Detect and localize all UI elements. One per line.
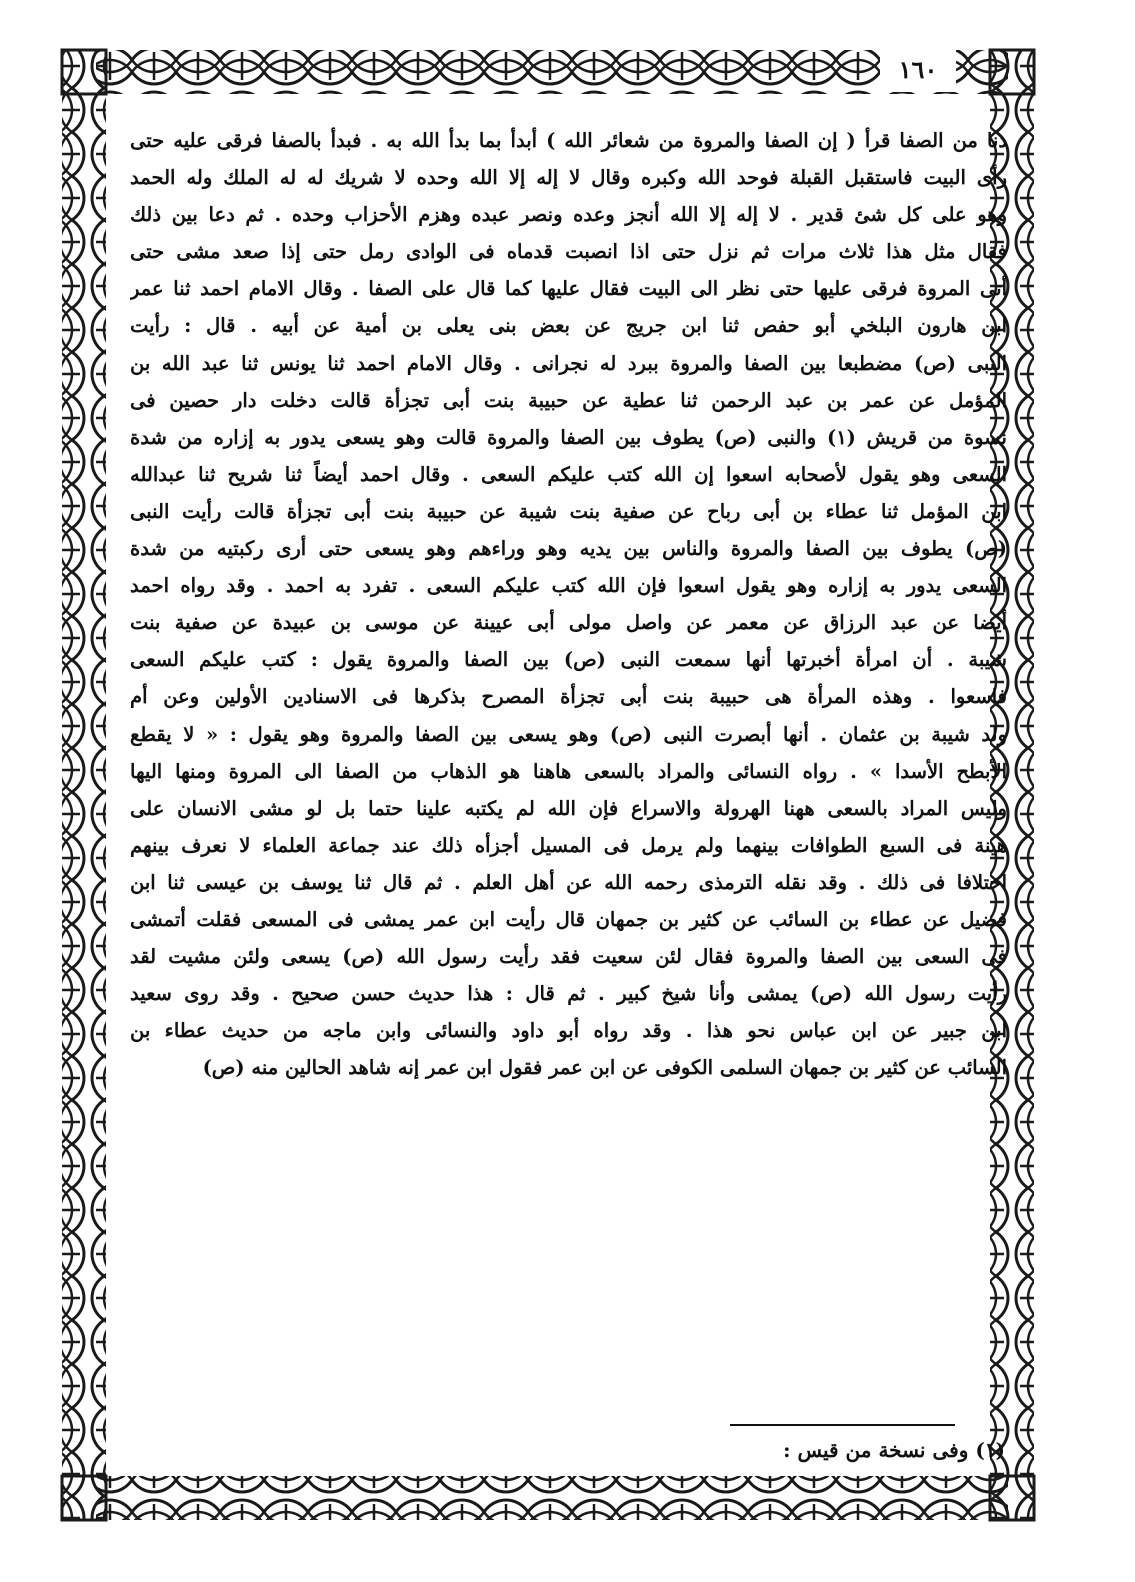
text-line: الأبطح الأسدا » . رواه النسائى والمراد بالسعى هاهنا هو الذهاب من الصفا الى المروة ومنها اليها — [130, 759, 1007, 783]
text-line: المؤمل عن عمر بن عبد الرحمن ثنا عطية عن حبيبة بنت أبى تجزأة قالت دخلت دار حصين فى — [130, 388, 1007, 412]
footnote: (١) وفى نسخة من قيس : — [783, 1438, 1005, 1462]
text-line: أتى المروة فرقى عليها حتى نظر الى البيت فقال عليها كما قال على الصفا . وقال الامام احمد ثنا عمر — [130, 277, 1007, 301]
text-line: دنا من الصفا قرأ ( إن الصفا والمروة من شعائر الله ) أبدأ بما بدأ الله به . فبدأ بالصفا فرقى عليه حتى — [130, 129, 1007, 152]
text-line: رأيت رسول الله (ص) يمشى وأنا شيخ كبير . ثم قال : هذا حديث حسن صحيح . وقد روى سعيد — [130, 982, 1007, 1006]
text-line: أيضا عن عبد الرزاق عن معمر عن واصل مولى أبى عيينة عن موسى بن عبيدة عن صفية بنت — [130, 611, 1007, 635]
text-line: فى السعى بين الصفا والمروة فقال لئن سعيت فقد رأيت رسول الله (ص) يسعى ولئن مشيت لقد — [130, 945, 1007, 969]
text-line: شيبة . أن امرأة أخبرتها أنها سمعت النبى (ص) بين الصفا والمروة يقول : كتب عليكم السعى — [130, 648, 1007, 672]
text-line: ابن جبير عن ابن عباس نحو هذا . وقد رواه أبو داود والنسائى وابن ماجه من حديث عطاء بن — [130, 1019, 1007, 1043]
text-line: ابن هارون البلخي أبو حفص ثنا ابن جريج عن بعض بنى يعلى بن أمية عن أبيه . قال : رأيت — [130, 314, 1007, 338]
text-line: وليس المراد بالسعى ههنا الهرولة والاسراع فإن الله لم يكتبه علينا حتما بل لو مشى الانسان على — [130, 796, 1007, 820]
text-line: وهو على كل شئ قدير . لا إله إلا الله أنجز وعده ونصر عبده وهزم الأحزاب وحده . ثم دعا بين ذلك — [130, 203, 1007, 227]
footnote-divider — [730, 1424, 955, 1426]
text-line: فقال مثل هذا ثلاث مرات ثم نزل حتى اذا انصبت قدماه فى الوادى رمل حتى إذا صعد مشى حتى — [130, 240, 1007, 264]
text-line: النبى (ص) مضطبعا بين الصفا والمروة ببرد له نجرانى . وقال الامام احمد ثنا يونس ثنا عبد الله بن — [130, 351, 1007, 375]
text-line: هينة فى السبع الطوافات بينهما ولم يرمل فى المسيل أجزأه ذلك عند جماعة العلماء لا نعرف بينهم — [130, 833, 1007, 857]
text-line: السائب عن كثير بن جمهان السلمى الكوفى عن ابن عمر فقول ابن عمر إنه شاهد الحالين منه (ص) — [202, 1056, 1007, 1080]
text-line: فضيل عن عطاء بن السائب عن كثير بن جمهان قال رأيت ابن عمر يمشى فى المسعى فقلت أتمشى — [130, 907, 1007, 931]
text-line: السعى وهو يقول لأصحابه اسعوا إن الله كتب عليكم السعى . وقال احمد أيضاً ثنا شريح ثنا عبدالله — [130, 462, 1007, 486]
text-line: ولد شيبة بن عثمان . أنها أبصرت النبى (ص) وهو يسعى بين الصفا والمروة وهو يقول : « لا يقطع — [130, 722, 1007, 746]
text-line: نسوة من قريش (١) والنبى (ص) يطوف بين الصفا والمروة قالت وهو يسعى يدور به إزاره من شدة — [130, 425, 1007, 449]
text-line: (ص) يطوف بين الصفا والمروة والناس بين يديه وهو وراءهم وهو يسعى حتى أرى ركبتيه من شدة — [130, 537, 1007, 561]
text-line: رأى البيت فاستقبل القبلة فوحد الله وكبره وقال لا إله إلا الله وحده لا شريك له له الملك وله الحمد — [130, 166, 1007, 190]
text-line: اختلافا فى ذلك . وقد نقله الترمذى رحمه الله عن أهل العلم . ثم قال ثنا يوسف بن عيسى ثنا ابن — [130, 870, 1007, 894]
text-line: ابن المؤمل ثنا عطاء بن أبى رباح عن صفية بنت شيبة عن حبيبة بنت أبى تجزأة قالت رأيت النبى — [130, 499, 1007, 523]
body-text — [130, 122, 1007, 1086]
text-line: السعى يدور به إزاره وهو يقول اسعوا فإن الله كتب عليكم السعى . تفرد به احمد . وقد رواه احمد — [130, 574, 1007, 598]
text-line: فاسعوا . وهذه المرأة هى حبيبة بنت أبى تجزأة المصرح بذكرها فى الاسنادين الأولين وعن أم — [130, 685, 1007, 709]
page-number: ١٦٠ — [880, 48, 956, 92]
